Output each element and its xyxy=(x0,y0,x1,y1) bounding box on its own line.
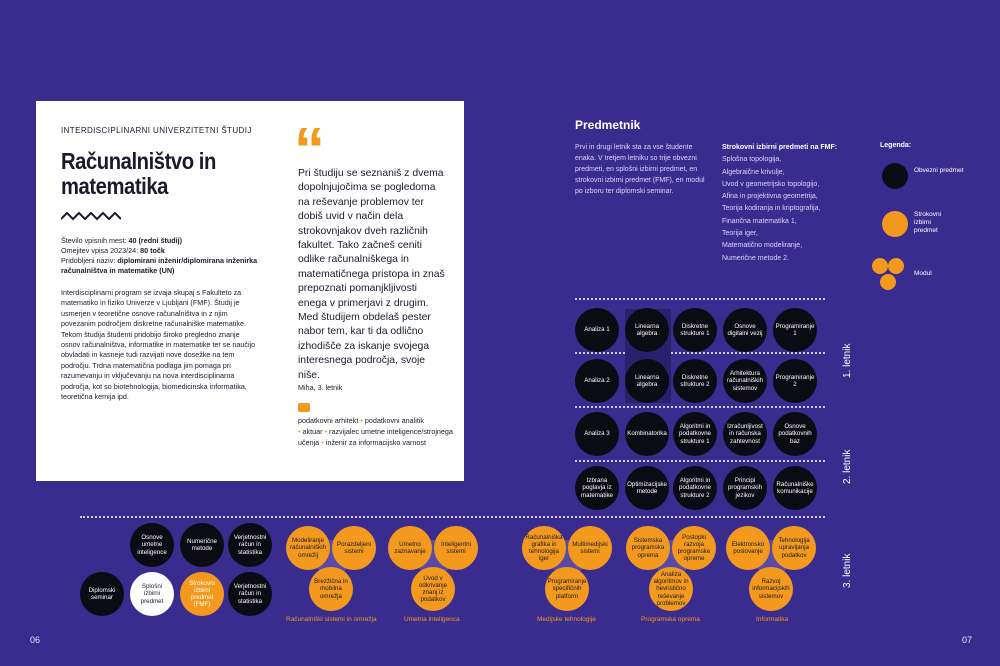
module-course-circle: Uvod v odkrivanje znanj iz podatkov xyxy=(411,567,455,611)
course-circle: Izbrana poglavja iz matematike xyxy=(575,466,619,510)
divider xyxy=(575,406,825,408)
module-course-circle: Brezžična in mobilna omrežja xyxy=(309,567,353,611)
career-list: podatkovni arhitekt • podatkovni analitik • aktuar • razvijalec umetne inteligence/strojnega učenja • inženir za informacijsko varnost xyxy=(298,416,453,447)
curriculum-title: Predmetnik xyxy=(575,118,641,132)
course-circle: Algoritmi in podatkovne strukture 1 xyxy=(673,412,717,456)
course-circle: Diskretne strukture 2 xyxy=(673,359,717,403)
year-label-3: 3. letnik xyxy=(842,553,853,588)
module-name: Programska oprema xyxy=(641,616,700,623)
legend-elective-label: Strokovni izbirni predmet xyxy=(914,211,942,234)
legend-module-label: Modul xyxy=(914,270,932,277)
module-course-circle: Sistemska programska oprema xyxy=(626,526,670,570)
program-card xyxy=(36,101,464,481)
study-type-label: INTERDISCIPLINARNI UNIVERZITETNI ŠTUDIJ xyxy=(61,126,252,135)
divider xyxy=(575,352,825,354)
module-course-circle: Porazdeljeni sistemi xyxy=(332,526,376,570)
module-course-circle: Analiza algoritmov in hevristično reševanje problemov xyxy=(649,567,693,611)
course-circle: Splošni izbirni predmet xyxy=(130,572,174,616)
divider xyxy=(80,516,825,518)
student-quote: Pri študiju se seznaniš z dvema dopolnjujočima se pogledoma na reševanje problemov ter dobiš uvid v način dela strokovnjakov dveh različnih fakultet. Tako začneš ceniti odlike računalniškega in matematičnega pristopa in znaš prepoznati pomanjkljivosti enega v primerjavi z drugim. Med študijem obdelaš pester nabor tem, kar ti da odlično izhodišče za iskanje svojega interesnega področja, svoje niše. xyxy=(298,168,445,381)
page-number-left: 06 xyxy=(30,635,41,645)
fact-line: Pridobljeni naziv: diplomirani inženir/diplomirana inženirka računalništva in matematike (UN) xyxy=(61,256,258,275)
program-description: Interdisciplinarni program se izvaja skupaj s Fakulteto za matematiko in fiziko Univerze v Ljubljani (FMF). Študij je usmerjen v teoretične osnove računalništva in z njim povezanim področjem diskretne računalniške matematike. Tekom študija študenti pridobijo široko pregledno znanje osnov računalništva, informatike in matematike ter se naučijo obvladati in kasneje tudi razvijati nove dosežke na tem področju. Trdna matematična podlaga jim pomaga pri razumevanju in vključevanju na nova interdisciplinarna področja, kot so biotehnologija, biomedicinska informatika, teoretična kemija ipd. xyxy=(61,288,256,402)
module-name: Umetna inteligenca xyxy=(404,616,460,623)
module-course-circle: Računalniška grafika in tehnologija iger xyxy=(522,526,566,570)
year-label-1: 1. letnik xyxy=(842,343,853,378)
course-circle: Arhitektura računalniških sistemov xyxy=(723,359,767,403)
module-name: Informatika xyxy=(756,616,789,623)
course-circle: Numerične metode xyxy=(180,523,224,567)
module-course-circle: Tehnologija upravljanja podatkov xyxy=(772,526,816,570)
module-course-circle: Elektronsko poslovanje xyxy=(726,526,770,570)
course-circle: Principi programskih jezikov xyxy=(723,466,767,510)
course-circle: Programiranje 2 xyxy=(773,359,817,403)
module-course-circle: Inteligentni sistemi xyxy=(434,526,478,570)
course-circle: Osnove podatkovnih baz xyxy=(773,412,817,456)
module-course-circle: Modeliranje računalniških omrežij xyxy=(286,526,330,570)
page-number-right: 07 xyxy=(962,635,973,645)
zigzag-decoration xyxy=(61,211,121,221)
course-circle: Programiranje 1 xyxy=(773,308,817,352)
briefcase-icon xyxy=(298,403,310,412)
course-circle: Računalniške komunikacije xyxy=(773,466,817,510)
course-circle: Algoritmi in podatkovne strukture 2 xyxy=(673,466,717,510)
course-circle: Analiza 3 xyxy=(575,412,619,456)
course-circle: Linearna algebra xyxy=(625,359,669,403)
course-circle: Osnove digitalni vezij xyxy=(723,308,767,352)
course-circle: Kombinatorika xyxy=(625,412,669,456)
quote-author: Miha, 3. letnik xyxy=(298,383,343,392)
module-course-circle: Programiranje specifičnih platform xyxy=(545,567,589,611)
module-course-circle: Multimedijski sistemi xyxy=(568,526,612,570)
module-name: Računalniški sistemi in omrežja xyxy=(286,616,377,623)
course-circle: Analiza 2 xyxy=(575,359,619,403)
module-course-circle: Umetno zaznavanje xyxy=(388,526,432,570)
divider xyxy=(575,298,825,300)
curriculum-description: Prvi in drugi letnik sta za vse študente enaka. V tretjem letniku so trije obvezni predmeti, en splošni izbirni predmet, en strokovni izbirni predmet (FMF), en modul po izboru ter diplomski seminar. xyxy=(575,144,705,195)
course-circle: Osnove umetne inteligence xyxy=(130,523,174,567)
quote-icon: “ xyxy=(294,116,325,185)
module-course-circle: Razvoj informacijskih sistemov xyxy=(749,567,793,611)
legend-module-swatch xyxy=(870,258,910,292)
legend-elective-swatch xyxy=(882,211,908,237)
divider xyxy=(575,460,825,462)
module-course-circle: Postopki razvoja programske opreme xyxy=(672,526,716,570)
course-circle: Strokovni izbirni predmet (FMF) xyxy=(180,572,224,616)
course-circle: Optimizacijske metode xyxy=(625,466,669,510)
course-circle: Verjetnostni račun in statistika xyxy=(228,523,272,567)
course-circle: Izračunljivost in računska zahtevnost xyxy=(723,412,767,456)
legend-title: Legenda: xyxy=(880,142,912,149)
fact-line: Omejitev vpisa 2023/24: 80 točk xyxy=(61,246,165,255)
year-label-2: 2. letnik xyxy=(842,449,853,484)
module-name: Medijske tehnologije xyxy=(537,616,596,623)
fmf-electives: Strokovni izbirni predmeti na FMF: Splošna topologija, Algebraične krivulje, Uvod v geometrijsko topologijo, Afina in projektivna geometrija, Teorija kodiranja in kriptografija, Finančna matematika 1, Teorija iger, Matematično modeliranje, Numerične metode 2. xyxy=(722,144,838,262)
course-circle: Diskretne strukture 1 xyxy=(673,308,717,352)
course-circle: Linearna algebra xyxy=(625,308,669,352)
legend-mandatory-label: Obvezni predmet xyxy=(914,167,964,174)
legend-mandatory-swatch xyxy=(882,163,908,189)
course-circle: Diplomski seminar xyxy=(80,572,124,616)
program-title: Računalništvo in matematika xyxy=(61,148,216,199)
course-circle: Verjetnostni račun in statistika xyxy=(228,572,272,616)
course-circle: Analiza 1 xyxy=(575,308,619,352)
program-facts xyxy=(61,236,261,276)
fact-line: Število vpisnih mest: 40 (redni študij) xyxy=(61,236,183,245)
